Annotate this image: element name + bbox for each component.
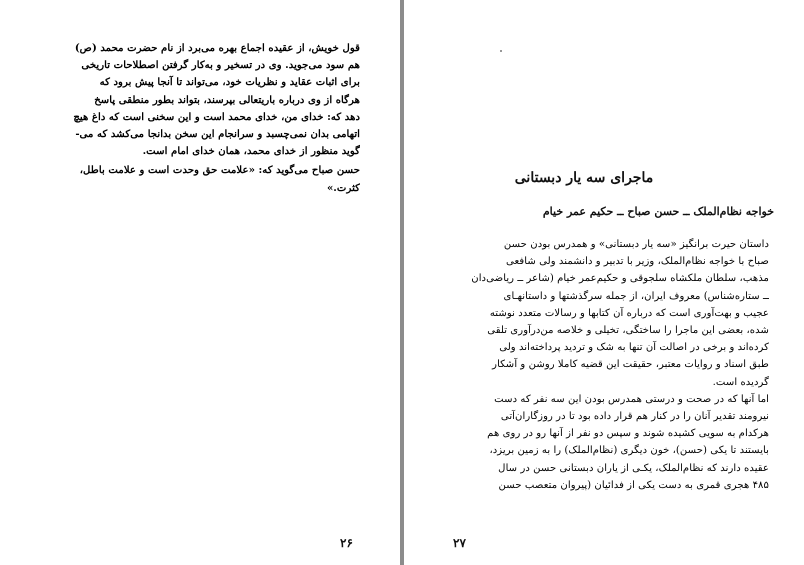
text-line: شده، بعضی این ماجرا را ساختگی، تخیلی و خلاصه من‌درآوری تلقی: [487, 325, 769, 337]
chapter-subtitle: خواجه نظام‌الملک ــ حسن صباح ــ حکیم عمر خیام: [542, 205, 774, 218]
text-line: داستان حیرت برانگیز «سه یار دبستانی» و همدرس بودن حسن: [503, 239, 769, 250]
text-line: اما آنها که در صحت و درستی همدرس بودن این سه نفر که دست: [494, 393, 769, 405]
text-line: گردیده است.: [712, 376, 769, 388]
text-line: گوید منظور از خدای محمد، همان خدای امام است.: [142, 145, 360, 158]
text-line: مذهب، سلطان ملکشاه سلجوقی و حکیم‌عمر خیام (شاعر ــ ریاضی‌دان: [471, 273, 769, 285]
page-number-right: ۲۷: [453, 536, 466, 550]
text-line: کرده‌اند و برخی در اصالت آن تنها به شک و تردید پرداخته‌اند ولی: [499, 342, 769, 354]
text-line: اتهامی بدان نمی‌چسبد و سرانجام این سخن بدانجا می‌کشد که می‌-: [75, 128, 360, 141]
text-line: نیرومند تقدیر آنان را در کنار هم قرار داده بود تا در روزگاران‌آتی: [500, 411, 769, 423]
text-line: دهد که: خدای من، خدای محمد است و این سخنی است که داغ هیچ: [73, 110, 360, 123]
text-line: عقیده دارند که نظام‌الملک، یکـی از یاران دبستانی حسن در سال: [498, 462, 769, 474]
text-line: بایستند تا یکی (حسن)، خون دیگری (نظام‌الملک) را به زمین بریزد،: [489, 445, 769, 457]
right-page-text: [453, 236, 769, 494]
quote-line: کثرت.»: [326, 181, 360, 194]
text-line: صباح با خواجه نظام‌الملک، وزیر با تدبیر و دانشمند ولی شافعی: [506, 256, 769, 268]
page-number-left: ۲۶: [340, 536, 353, 550]
chapter-title: ماجرای سه یار دبستانی: [514, 170, 654, 186]
text-line: ۴۸۵ هجری قمری به دست یکی از فدائیان (پیروان متعصب حسن: [498, 479, 769, 491]
speck-mark: [500, 50, 502, 52]
quote-line: حسن صباح می‌گوید که: «علامت حق وحدت است و علامت باطل،: [79, 164, 360, 177]
text-line: ــ ستاره‌شناس) معروف ایران، از جمله سرگذشتها و داستانهـای: [503, 290, 769, 302]
text-line: طبق اسناد و روایات معتبر، حقیقت این قضیه کاملا روشن و آشکار: [492, 359, 769, 371]
text-line: هم سود می‌جوید. وی در تسخیر و به‌کار گرفتن اصطلاحات تاریخی: [81, 59, 360, 72]
text-line: برای اثبات عقاید و نظریات خود، می‌تواند تا آنجا پیش برود که: [99, 76, 360, 89]
text-line: هرگاه از وی درباره باریتعالی بپرسند، بتواند بطور منطقی پاسخ: [94, 93, 360, 106]
text-line: هرکدام به سویی کشیده شوند و سپس دو نفر از آنها رو در روی هم: [487, 428, 769, 440]
text-line: قول خویش، از عقیده اجماع بهره می‌برد از نام حضرت محمد (ص): [74, 42, 360, 54]
left-page-text: [42, 40, 360, 197]
text-line: عجیب و بهت‌آوری است که درباره آن کتابها و رسالات متعدد نوشته: [489, 307, 769, 319]
